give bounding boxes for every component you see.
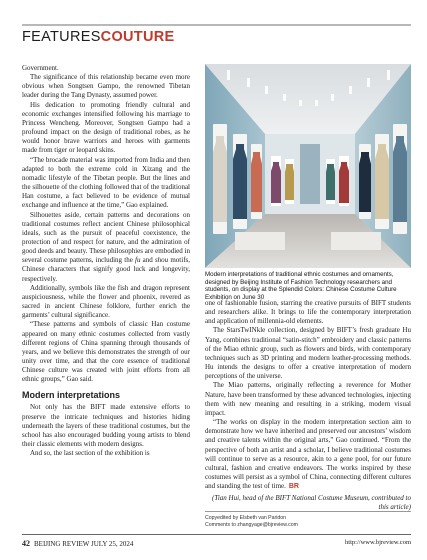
text-run: Silhouettes aside, certain patterns and decorations on traditional costumes reflect ancient Chinese philosophical ideals, such as the pursuit of peaceful coexistence, the protection of and respect for nature, and the admiration of good deeds and beauty. These philosophies are embodied in several costume patterns, including the xyxy=(22,210,190,265)
paragraph xyxy=(22,211,190,284)
paragraph: “The brocade material was imported from India and then adapted to both the extreme cold in Xizang and the nomadic lifestyle of the Tibetan people. But the lines and the silhouette of the clothing followed that of the traditional Han costume, a fact believed to be evidence of mutual exchange and influence at the time,” Gao explained. xyxy=(22,155,190,210)
copyedit-rule xyxy=(205,511,411,512)
issue-label: BEIJING REVIEW JULY 25, 2024 xyxy=(34,540,134,548)
motif-term-shou: shou xyxy=(154,256,169,265)
paragraph: His dedication to promoting friendly cultural and economic exchanges intensified following his marriage to Princess Wencheng. Moreover, Songtsen Gampo had a profound impact on the design of traditional robes, as he would honor brave warriors and heroes with garments made from tiger or leopard skins. xyxy=(22,100,190,155)
section-name: FEATURES xyxy=(22,29,101,45)
text-run: and xyxy=(140,256,155,265)
exhibition-photo xyxy=(205,64,411,268)
subsection-name: COUTURE xyxy=(100,29,175,45)
left-column xyxy=(22,64,190,458)
text-run: “The works on display in the modern interpretation section aim to demonstrate how we have inherited and preserved our ancestors’ wisdom and creative talents within the original arts,” Gao continued. “From the perspective of both an artist and a scholar, I believe traditional costumes will continue to serve as a resource, akin to a gene pool, for our future cultural, fashion and creative endeavors. The works inspired by these costumes will persist as a symbol of China, connecting different cultures and standing the test of time. xyxy=(205,418,411,491)
paragraph: And so, the last section of the exhibition is xyxy=(30,449,150,458)
header-rule xyxy=(22,24,411,26)
paragraph: Not only has the BIFT made extensive efforts to preserve the intricate techniques and histories hiding underneath the layers of these traditional costumes, but the school has also encouraged budding young artists to blend their classic elements with modern designs. xyxy=(22,403,190,449)
paragraph: The Miao patterns, originally reflecting a reverence for Mother Nature, have been transformed by these advanced technologies, injecting them with new meaning and resulting in a striking, modern visual impact. xyxy=(205,381,411,417)
footer-left xyxy=(22,539,133,548)
footer-rule xyxy=(22,534,411,535)
paragraph xyxy=(205,418,411,491)
byline: (Tian Hui, head of the BIFT National Costume Museum, contributed to this article) xyxy=(212,494,411,512)
comments-line: Comments to zhangyage@bjreview.com xyxy=(205,521,298,528)
paragraph: one of fashionable fusion, starring the creative pursuits of BIFT students and researchers alike. It brings to life the contemporary interpretation and application of millennia-old elements. xyxy=(205,299,411,326)
text-run: motifs, Chinese characters that signify good luck and longevity, respectively. xyxy=(22,256,190,283)
br-end-mark: BR xyxy=(288,483,299,491)
paragraph: Additionally, symbols like the fish and dragon represent auspiciousness, while the flower and phoenix, revered as sacred in ancient Chinese folklore, further enrich the garments’ cultural significance. xyxy=(22,283,190,320)
right-column xyxy=(205,299,411,513)
paragraph: Government. xyxy=(22,64,59,72)
motif-term-fu: fu xyxy=(135,256,141,265)
footer-url[interactable]: http://www.bjreview.com xyxy=(345,539,411,546)
paragraph: The StarsTwINkle collection, designed by BIFT’s fresh graduate Hu Yang, combines traditional “satin-stitch” embroidery and classic patterns of the Miao ethnic group, such as flowers and birds, with contemporary techniques such as 3D printing and modern leather-processing methods. Hu intends the designs to offer a creative interpretation of modern perceptions of the universe. xyxy=(205,326,411,381)
copyeditor-line: Copyedited by Elsbeth van Paridon xyxy=(205,515,287,521)
page-number: 42 xyxy=(22,539,30,548)
paragraph: The significance of this relationship became even more obvious when Songtsen Gampo, the renowned Tibetan leader during the Tang Dynasty, assumed power. xyxy=(22,73,190,100)
subheading: Modern interpretations xyxy=(22,390,121,401)
copyedit-block xyxy=(205,515,298,528)
photo-caption: Modern interpretations of traditional ethnic costumes and ornaments, designed by Beijing Institute of Fashion Technology researchers and students, on display at the Splendid Colors: Chinese Costume Culture Exhibition on June 30 xyxy=(205,271,397,301)
paragraph: “These patterns and symbols of classic Han costume appeared on many ethnic costumes collected from vastly different regions of China spanning through thousands of years, and we believe this demonstrates the strength of our unity over time, and that the core essence of traditional Chinese culture was created with joint efforts from all ethnic groups,” Gao said. xyxy=(22,320,190,384)
section-header xyxy=(22,29,174,45)
